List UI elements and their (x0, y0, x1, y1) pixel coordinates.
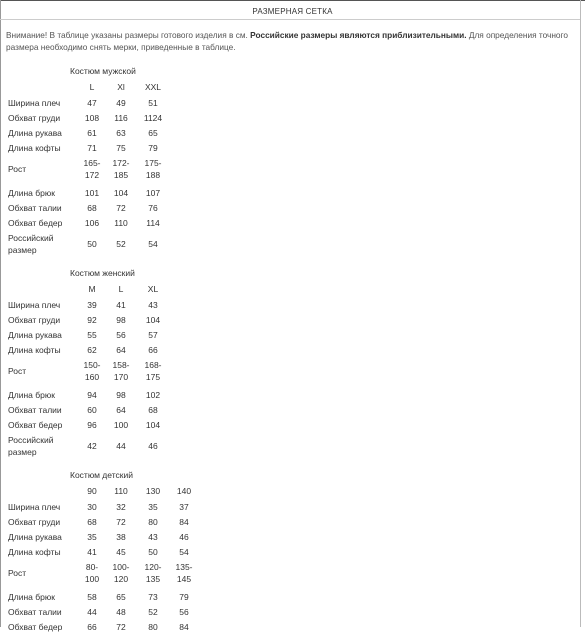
value-cell (78, 344, 106, 356)
value-line: 114 (146, 218, 160, 228)
value-line: 32 (116, 502, 126, 512)
value-line: 30 (87, 502, 97, 512)
table-row (0, 344, 585, 356)
table-row (0, 359, 585, 383)
value-line: 106 (84, 218, 100, 228)
value-line: 75 (116, 143, 126, 153)
value-line: 56 (179, 607, 189, 617)
row-label-line: Ширина плеч (8, 98, 61, 108)
value-line: 71 (87, 143, 97, 153)
value-cell (78, 440, 106, 452)
row-label (8, 531, 62, 543)
value-cell (78, 419, 106, 431)
value-line: 65 (116, 592, 126, 602)
value-cell (107, 202, 135, 214)
value-line: 80 (148, 517, 158, 527)
value-line: 168- (144, 360, 162, 370)
value-line: 79 (179, 592, 189, 602)
value-cell (107, 440, 135, 452)
value-line: 120- (144, 562, 162, 572)
row-label (8, 419, 62, 431)
value-cell (139, 187, 167, 199)
row-label (8, 142, 61, 154)
value-cell (78, 329, 106, 341)
value-line: 68 (87, 517, 97, 527)
value-line: 46 (148, 441, 158, 451)
value-line: 61 (87, 128, 97, 138)
row-label (8, 202, 62, 214)
value-cell (170, 591, 198, 603)
value-cell (170, 621, 198, 633)
value-cell (170, 516, 198, 528)
row-label (8, 344, 61, 356)
value-cell (78, 591, 106, 603)
table-row (0, 501, 585, 513)
value-cell (107, 142, 135, 154)
row-label-line: Российский (8, 435, 54, 445)
value-line: 79 (148, 143, 158, 153)
row-label (8, 127, 62, 139)
value-line: 172- (112, 158, 130, 168)
value-cell (78, 97, 106, 109)
size-header: L (89, 82, 95, 92)
row-label-line: Российский (8, 233, 54, 243)
value-line: 116 (114, 113, 128, 123)
value-line: 185 (113, 170, 129, 180)
size-header: XXL (144, 82, 162, 92)
value-cell (107, 127, 135, 139)
row-label-line: Обхват бедер (8, 420, 63, 430)
value-cell (78, 606, 106, 618)
value-line: 80 (148, 622, 158, 632)
value-cell (78, 238, 106, 250)
value-line: 80- (85, 562, 99, 572)
value-cell (78, 404, 106, 416)
value-cell (78, 157, 106, 181)
table-row (0, 546, 585, 558)
size-header: Xl (117, 82, 125, 92)
value-line: 170 (113, 372, 129, 382)
value-cell (78, 217, 106, 229)
value-line: 175- (144, 158, 162, 168)
value-line: 84 (179, 622, 189, 632)
value-line: 35 (87, 532, 97, 542)
value-line: 63 (116, 128, 126, 138)
value-line: 43 (148, 532, 158, 542)
value-cell (107, 329, 135, 341)
value-line: 165- (83, 158, 101, 168)
value-line: 64 (116, 345, 126, 355)
value-line: 108 (84, 113, 100, 123)
value-cell (170, 546, 198, 558)
value-cell (107, 501, 135, 513)
value-cell (107, 217, 135, 229)
value-cell (107, 97, 135, 109)
value-cell (107, 314, 135, 326)
value-cell (170, 606, 198, 618)
value-cell (107, 621, 135, 633)
table-title: Костюм женский (70, 268, 135, 278)
value-line: 145 (176, 574, 192, 584)
value-line: 104 (145, 315, 161, 325)
row-label (8, 97, 60, 109)
value-cell (139, 516, 167, 528)
value-line: 100 (113, 420, 129, 430)
value-line: 44 (87, 607, 97, 617)
row-label (8, 163, 26, 175)
value-cell (78, 389, 106, 401)
value-cell (139, 202, 167, 214)
row-label (8, 389, 55, 401)
value-line: 50 (148, 547, 158, 557)
value-cell (107, 238, 135, 250)
value-line: 73 (148, 592, 158, 602)
value-line: 68 (87, 203, 97, 213)
row-label (8, 232, 53, 256)
row-label-line: Длина кофты (8, 547, 61, 557)
value-line: 54 (148, 239, 158, 249)
value-line: 46 (179, 532, 189, 542)
value-line: 96 (87, 420, 97, 430)
table-row (0, 217, 585, 229)
value-cell (78, 561, 106, 585)
value-line: 62 (87, 345, 97, 355)
row-label-line: Длина рукава (8, 532, 62, 542)
value-line: 51 (148, 98, 158, 108)
row-label-line: Длина кофты (8, 143, 61, 153)
table-row (0, 419, 585, 431)
value-line: 107 (145, 188, 161, 198)
value-cell (139, 501, 167, 513)
value-line: 135- (175, 562, 193, 572)
table-row (0, 531, 585, 543)
value-cell (139, 591, 167, 603)
row-label (8, 329, 62, 341)
size-header: 140 (176, 486, 192, 496)
notice-part1: Внимание! В таблице указаны размеры готового изделия в см. (6, 30, 251, 40)
value-line: 100- (112, 562, 130, 572)
value-line: 92 (87, 315, 97, 325)
value-line: 98 (116, 390, 126, 400)
row-label (8, 217, 62, 229)
value-line: 175 (145, 372, 161, 382)
row-label (8, 546, 61, 558)
value-line: 50 (87, 239, 97, 249)
value-cell (78, 202, 106, 214)
table-title: Костюм мужской (70, 66, 136, 76)
value-cell (107, 531, 135, 543)
value-line: 150- (83, 360, 101, 370)
value-cell (78, 501, 106, 513)
value-line: 35 (148, 502, 158, 512)
value-line: 56 (116, 330, 126, 340)
value-cell (107, 591, 135, 603)
row-label (8, 314, 60, 326)
notice-text (6, 29, 572, 53)
value-line: 42 (87, 441, 97, 451)
value-line: 39 (87, 300, 97, 310)
value-line: 102 (145, 390, 161, 400)
value-line: 66 (87, 622, 97, 632)
value-line: 57 (148, 330, 158, 340)
value-cell (107, 561, 135, 585)
value-cell (107, 546, 135, 558)
row-label (8, 606, 62, 618)
row-label-line: Рост (8, 164, 27, 174)
value-cell (78, 299, 106, 311)
value-line: 38 (116, 532, 126, 542)
row-label-line: Длина брюк (8, 188, 55, 198)
row-label (8, 434, 53, 458)
value-cell (107, 359, 135, 383)
value-line: 120 (113, 574, 129, 584)
value-line: 94 (87, 390, 97, 400)
table-row (0, 142, 585, 154)
row-label-line: размер (8, 245, 37, 255)
value-cell (170, 501, 198, 513)
row-label (8, 621, 62, 633)
value-cell (107, 516, 135, 528)
table-row (0, 157, 585, 181)
value-cell (139, 157, 167, 181)
value-line: 52 (116, 239, 126, 249)
value-line: 110 (114, 218, 128, 228)
value-line: 41 (87, 547, 97, 557)
size-header: M (88, 284, 96, 294)
value-line: 52 (148, 607, 158, 617)
row-label-line: Обхват бедер (8, 218, 63, 228)
table-row (0, 591, 585, 603)
value-line: 37 (179, 502, 189, 512)
table-row (0, 299, 585, 311)
table-row (0, 314, 585, 326)
value-cell (170, 531, 198, 543)
value-line: 72 (116, 203, 126, 213)
value-line: 84 (179, 517, 189, 527)
row-label-line: размер (8, 447, 37, 457)
value-line: 104 (145, 420, 161, 430)
row-label-line: Ширина плеч (8, 300, 61, 310)
value-line: 65 (148, 128, 158, 138)
value-cell (139, 299, 167, 311)
value-line: 68 (148, 405, 158, 415)
table-row (0, 232, 585, 256)
table-row (0, 112, 585, 124)
table-row (0, 97, 585, 109)
value-cell (139, 217, 167, 229)
table-row (0, 187, 585, 199)
row-label (8, 591, 55, 603)
value-cell (139, 621, 167, 633)
value-line: 172 (84, 170, 100, 180)
value-line: 76 (148, 203, 158, 213)
value-line: 1124 (143, 113, 163, 123)
value-line: 100 (84, 574, 100, 584)
value-line: 101 (84, 188, 100, 198)
row-label-line: Ширина плеч (8, 502, 61, 512)
row-label-line: Длина брюк (8, 390, 55, 400)
value-cell (139, 142, 167, 154)
size-header: 130 (145, 486, 161, 496)
value-cell (139, 97, 167, 109)
value-cell (107, 344, 135, 356)
row-label (8, 516, 60, 528)
value-cell (78, 359, 106, 383)
value-cell (139, 359, 167, 383)
value-cell (139, 606, 167, 618)
size-header: 90 (87, 486, 97, 496)
table-row (0, 404, 585, 416)
value-line: 41 (116, 300, 126, 310)
table-row (0, 127, 585, 139)
value-cell (139, 531, 167, 543)
value-cell (139, 112, 167, 124)
table-row (0, 434, 585, 458)
value-cell (139, 546, 167, 558)
value-cell (107, 299, 135, 311)
value-cell (139, 404, 167, 416)
value-line: 135 (145, 574, 161, 584)
value-cell (107, 157, 135, 181)
row-label-line: Рост (8, 568, 27, 578)
value-cell (139, 389, 167, 401)
row-label-line: Обхват груди (8, 113, 61, 123)
row-label-line: Обхват талии (8, 203, 62, 213)
value-cell (78, 516, 106, 528)
row-label-line: Обхват груди (8, 315, 61, 325)
row-label-line: Длина брюк (8, 592, 55, 602)
frame-top-border (0, 0, 585, 1)
value-cell (107, 606, 135, 618)
value-line: 60 (87, 405, 97, 415)
value-line: 72 (116, 517, 126, 527)
value-cell (139, 238, 167, 250)
value-cell (139, 314, 167, 326)
title-divider (0, 19, 580, 20)
table-row (0, 202, 585, 214)
notice-bold: Российские размеры являются приблизительными. (250, 30, 467, 40)
value-line: 58 (87, 592, 97, 602)
row-label-line: Длина рукава (8, 128, 62, 138)
size-header: 110 (114, 486, 128, 496)
value-line: 104 (113, 188, 129, 198)
value-line: 43 (148, 300, 158, 310)
value-cell (78, 187, 106, 199)
value-cell (78, 546, 106, 558)
table-title: Костюм детский (70, 470, 133, 480)
value-cell (107, 187, 135, 199)
value-cell (170, 561, 198, 585)
value-cell (78, 142, 106, 154)
table-row (0, 561, 585, 585)
value-cell (139, 419, 167, 431)
row-label (8, 112, 60, 124)
row-label (8, 404, 62, 416)
value-line: 160 (84, 372, 100, 382)
value-cell (139, 127, 167, 139)
size-header: L (118, 284, 124, 294)
value-line: 49 (116, 98, 126, 108)
row-label (8, 567, 26, 579)
value-cell (78, 112, 106, 124)
row-label (8, 299, 60, 311)
value-line: 98 (116, 315, 126, 325)
value-cell (107, 404, 135, 416)
value-line: 47 (87, 98, 97, 108)
value-cell (78, 621, 106, 633)
page-title: РАЗМЕРНАЯ СЕТКА (252, 7, 333, 16)
value-cell (107, 419, 135, 431)
value-line: 188 (145, 170, 161, 180)
value-line: 44 (116, 441, 126, 451)
value-line: 54 (179, 547, 189, 557)
value-cell (139, 329, 167, 341)
row-label-line: Обхват груди (8, 517, 61, 527)
table-row (0, 606, 585, 618)
size-header: XL (147, 284, 159, 294)
row-label-line: Длина рукава (8, 330, 62, 340)
value-cell (78, 127, 106, 139)
row-label-line: Рост (8, 366, 27, 376)
value-cell (139, 561, 167, 585)
table-row (0, 389, 585, 401)
value-cell (78, 314, 106, 326)
row-label-line: Длина кофты (8, 345, 61, 355)
value-line: 64 (116, 405, 126, 415)
value-line: 66 (148, 345, 158, 355)
value-cell (78, 531, 106, 543)
notice-part2: Для определения точного размера необходимо снять мерки, приведенные в таблице. (6, 30, 568, 52)
value-cell (107, 389, 135, 401)
row-label-line: Обхват талии (8, 405, 62, 415)
row-label (8, 365, 26, 377)
value-cell (139, 344, 167, 356)
table-row (0, 621, 585, 633)
value-line: 48 (116, 607, 126, 617)
row-label-line: Обхват бедер (8, 622, 63, 632)
value-cell (139, 440, 167, 452)
value-line: 72 (116, 622, 126, 632)
table-row (0, 329, 585, 341)
value-line: 55 (87, 330, 97, 340)
row-label-line: Обхват талии (8, 607, 62, 617)
table-row (0, 516, 585, 528)
row-label (8, 501, 60, 513)
row-label (8, 187, 55, 199)
value-cell (107, 112, 135, 124)
value-line: 45 (116, 547, 126, 557)
value-line: 158- (112, 360, 130, 370)
